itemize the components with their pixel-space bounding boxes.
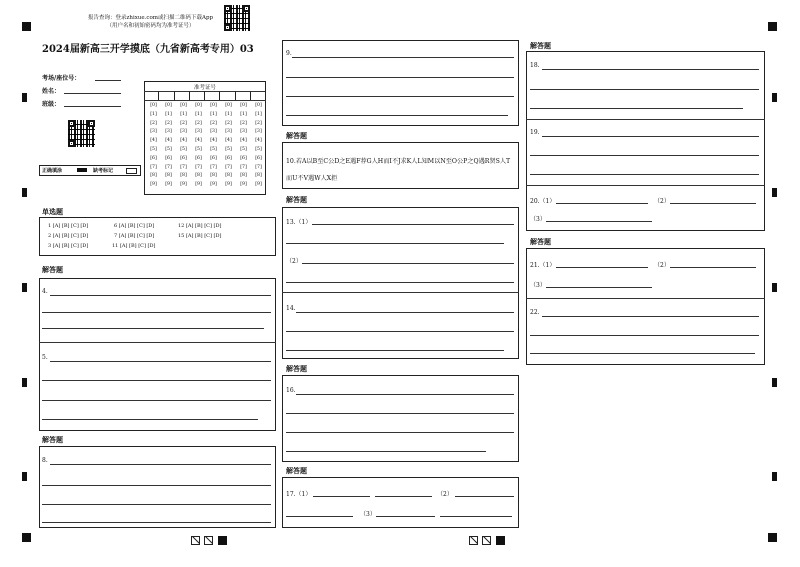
answer-line[interactable] [530,89,759,90]
exam-id-bubble[interactable]: [4] [150,138,157,144]
box-divider [282,292,519,293]
exam-id-bubble[interactable]: [8] [240,173,247,179]
exam-id-bubble[interactable]: [1] [210,111,217,117]
page-marker [218,536,227,545]
answer-line[interactable] [286,413,514,414]
exam-id-bubble[interactable]: [6] [165,155,172,161]
answer-line[interactable] [286,516,353,517]
notice-line-2: （用户名和初始密码均为准考证号） [106,23,195,29]
exam-id-bubble[interactable]: [5] [240,146,247,152]
mcq-row[interactable]: 2 [A] [B] [C] [D] [48,233,89,239]
exam-id-title: 准考证号 [193,85,216,91]
exam-id-bubble[interactable]: [9] [240,182,247,188]
exam-id-bubble[interactable]: [2] [225,120,232,126]
answer-box-q16 [282,375,519,462]
exam-id-bubble[interactable]: [9] [165,182,172,188]
exam-id-digit-column [206,102,221,190]
mcq-row[interactable]: 11 [A] [B] [C] [D] [112,243,156,249]
exam-id-bubble[interactable]: [7] [225,164,232,170]
answer-line[interactable] [556,203,648,204]
exam-id-bubble[interactable]: [8] [255,173,262,179]
q21-part3: （3） [530,282,546,289]
q5-number: 5. [42,354,48,361]
mcq-row[interactable]: 15 [A] [B] [C] [D] [178,233,222,239]
answer-line[interactable] [302,263,514,264]
q14-number: 14. [286,305,296,312]
answer-line[interactable] [42,485,271,486]
exam-id-entry-cell[interactable] [220,91,235,100]
exam-id-bubble[interactable]: [4] [180,138,187,144]
answer-line[interactable] [286,331,514,332]
room-seat-label: 考场/座位号： [42,75,81,82]
answer-line[interactable] [42,504,271,505]
answer-box-q13-q14 [282,207,519,359]
exam-id-bubble[interactable]: [0] [255,103,262,108]
answer-section-title: 解答题 [286,131,307,140]
answer-section-title: 解答题 [530,237,551,246]
exam-id-bubble[interactable]: [0] [225,103,232,108]
answer-line[interactable] [530,353,755,354]
box-divider [526,185,765,186]
exam-id-bubble[interactable]: [7] [210,164,217,170]
mcq-section-title: 单选题 [42,207,63,216]
exam-id-bubble[interactable]: [1] [240,111,247,117]
name-field[interactable] [64,93,121,94]
box-divider [39,342,276,343]
answer-box-q9 [282,40,519,126]
exam-id-bubble[interactable]: [9] [180,182,187,188]
answer-line[interactable] [286,282,514,283]
q22-number: 22. [530,309,540,316]
answer-line[interactable] [440,516,512,517]
answer-line[interactable] [670,203,756,204]
answer-line[interactable] [546,221,652,222]
answer-line[interactable] [375,496,432,497]
exam-id-bubble[interactable]: [5] [255,146,262,152]
exam-id-bubble[interactable]: [3] [195,129,202,135]
answer-section-title: 解答题 [286,466,307,475]
exam-id-digit-column [221,102,236,190]
q16-number: 16. [286,387,296,394]
filled-bubble-sample [77,168,87,172]
exam-id-entry-cell[interactable] [144,91,159,100]
q17-part2: （2） [437,491,453,498]
box-divider [526,298,765,299]
exam-id-bubble[interactable]: [3] [180,129,187,135]
exam-id-bubble[interactable]: [4] [255,138,262,144]
q10-text: 10.若A以B至C公D之E遇F荐G人H而I不J求K人L知M以N至O公P之Q遇R贤S人T而U不V遇W人X拒 [286,158,511,182]
answer-line[interactable] [312,224,514,225]
answer-line[interactable] [296,394,514,395]
timing-mark [22,378,27,387]
exam-id-bubble[interactable]: [0] [210,103,217,108]
q8-number: 8. [42,457,48,464]
timing-mark [22,188,27,197]
exam-id-digit-column [251,102,266,190]
exam-id-bubble[interactable]: [8] [165,173,172,179]
exam-id-bubble[interactable]: [8] [150,173,157,179]
answer-box-q18-q20 [526,51,765,231]
exam-id-bubble[interactable]: [3] [225,129,232,135]
exam-id-bubble[interactable]: [6] [150,155,157,161]
answer-line[interactable] [376,516,435,517]
answer-line[interactable] [286,77,514,78]
answer-line[interactable] [546,287,652,288]
exam-id-bubble[interactable]: [4] [165,138,172,144]
exam-id-bubble[interactable]: [7] [240,164,247,170]
exam-id-entry-cell[interactable] [175,91,190,100]
exam-id-bubble[interactable]: [9] [150,182,157,188]
exam-id-bubble[interactable]: [6] [225,155,232,161]
answer-line[interactable] [42,380,271,381]
exam-id-bubble[interactable]: [2] [180,120,187,126]
exam-id-bubble[interactable]: [9] [195,182,202,188]
page-marker [496,536,505,545]
exam-id-bubble[interactable]: [7] [180,164,187,170]
exam-id-bubble[interactable]: [8] [195,173,202,179]
exam-id-bubble[interactable]: [7] [150,164,157,170]
qr-code-icon [224,5,250,31]
q9-number: 9. [286,50,292,57]
exam-id-bubble[interactable]: [5] [225,146,232,152]
legend-missing-label: 缺考标记 [93,168,114,174]
exam-id-digit-column [161,102,176,190]
answer-line[interactable] [50,295,271,296]
answer-line[interactable] [542,136,759,137]
exam-id-bubble[interactable]: [1] [180,111,187,117]
answer-line[interactable] [313,496,370,497]
exam-id-bubble[interactable]: [6] [255,155,262,161]
exam-id-bubble[interactable]: [3] [210,129,217,135]
answer-line[interactable] [42,328,264,329]
answer-line[interactable] [530,108,743,109]
answer-line[interactable] [556,267,648,268]
answer-line[interactable] [42,400,271,401]
answer-line[interactable] [50,361,271,362]
answer-section-title: 解答题 [530,41,551,50]
q20-part2: （2） [654,198,670,205]
corner-mark [768,533,777,542]
answer-line[interactable] [286,115,508,116]
exam-id-bubble[interactable]: [1] [165,111,172,117]
exam-id-bubble[interactable]: [4] [240,138,247,144]
answer-section-title: 解答题 [286,364,307,373]
timing-mark [22,93,27,102]
answer-line[interactable] [296,312,514,313]
missing-mark-box[interactable] [126,168,137,174]
exam-id-digit-column [236,102,251,190]
answer-line[interactable] [286,451,486,452]
exam-id-bubble[interactable]: [5] [210,146,217,152]
exam-id-bubble[interactable]: [0] [195,103,202,108]
exam-id-bubble[interactable]: [4] [225,138,232,144]
answer-line[interactable] [530,155,759,156]
answer-line[interactable] [50,464,271,465]
exam-id-bubble[interactable]: [8] [225,173,232,179]
exam-id-bubble[interactable]: [0] [150,103,157,108]
exam-id-bubble[interactable]: [4] [210,138,217,144]
exam-id-bubble[interactable]: [7] [255,164,262,170]
answer-line[interactable] [286,243,504,244]
exam-id-bubble[interactable]: [3] [255,129,262,135]
answer-line[interactable] [530,335,759,336]
exam-id-bubble[interactable]: [3] [165,129,172,135]
q17-part3: （3） [360,511,376,518]
answer-box-q4-q5 [39,278,276,431]
class-field[interactable] [64,106,121,107]
exam-id-bubble[interactable]: [6] [240,155,247,161]
answer-line[interactable] [542,69,759,70]
exam-id-bubble[interactable]: [1] [195,111,202,117]
exam-id-entry-cell[interactable] [236,91,251,100]
exam-id-bubble[interactable]: [4] [195,138,202,144]
exam-id-bubble[interactable]: [9] [210,182,217,188]
q20-part3: （3） [530,216,546,223]
exam-id-bubble[interactable]: [0] [165,103,172,108]
page-marker-icon [482,536,491,545]
corner-mark [22,533,31,542]
answer-box-q8 [39,446,276,528]
answer-section-title: 解答题 [286,195,307,204]
answer-box-q17 [282,477,519,528]
exam-id-entry-cell[interactable] [159,91,174,100]
timing-mark [772,93,777,102]
q19-number: 19. [530,129,540,136]
legend-correct-label: 正确填涂 [42,168,63,174]
answer-line[interactable] [530,174,759,175]
exam-id-bubble[interactable]: [8] [180,173,187,179]
page-marker-icon [191,536,200,545]
exam-id-bubble[interactable]: [5] [195,146,202,152]
exam-id-bubble[interactable]: [5] [180,146,187,152]
q4-number: 4. [42,288,48,295]
q13-number: 13.（1） [286,219,312,226]
exam-id-entry-cell[interactable] [251,91,266,100]
page-marker-icon [204,536,213,545]
answer-line[interactable] [455,496,514,497]
class-label: 班级： [42,101,61,108]
exam-id-bubble[interactable]: [2] [195,120,202,126]
answer-box-q21-q22 [526,248,765,365]
corner-mark [22,22,31,31]
timing-mark [22,472,27,481]
exam-id-bubble[interactable]: [1] [255,111,262,117]
q20-number: 20.（1） [530,198,556,205]
answer-line[interactable] [292,57,514,58]
room-seat-field[interactable] [95,80,121,81]
answer-line[interactable] [42,522,271,523]
answer-section-title: 解答题 [42,265,63,274]
exam-id-entry-cell[interactable] [190,91,205,100]
answer-line[interactable] [42,312,271,313]
answer-line[interactable] [286,96,514,97]
exam-id-bubble[interactable]: [1] [150,111,157,117]
exam-id-bubble[interactable]: [5] [165,146,172,152]
answer-line[interactable] [286,350,504,351]
exam-id-bubble[interactable]: [7] [165,164,172,170]
exam-id-bubble[interactable]: [2] [255,120,262,126]
q18-number: 18. [530,62,540,69]
exam-id-bubble[interactable]: [3] [240,129,247,135]
exam-id-bubble[interactable]: [6] [195,155,202,161]
student-qr-icon [68,120,95,147]
page-title: 2024届新高三开学摸底（九省新高考专用）03 [42,44,254,55]
answer-line[interactable] [42,419,258,420]
answer-line[interactable] [286,432,514,433]
page-marker-icon [469,536,478,545]
exam-id-digit-column [176,102,191,190]
exam-id-bubble[interactable]: [6] [210,155,217,161]
q17-number: 17.（1） [286,491,312,498]
exam-id-bubble[interactable]: [1] [225,111,232,117]
mcq-row[interactable]: 7 [A] [B] [C] [D] [114,233,155,239]
exam-id-bubble[interactable]: [0] [180,103,187,108]
exam-id-bubble[interactable]: [9] [255,182,262,188]
exam-id-bubble[interactable]: [8] [210,173,217,179]
answer-line[interactable] [542,316,759,317]
exam-id-bubble[interactable]: [2] [150,120,157,126]
exam-id-bubble[interactable]: [6] [180,155,187,161]
timing-mark [772,283,777,292]
timing-mark [772,472,777,481]
exam-id-digit-column [191,102,206,190]
exam-id-divider [144,100,266,101]
mcq-row[interactable]: 6 [A] [B] [C] [D] [114,223,155,229]
mcq-row[interactable]: 3 [A] [B] [C] [D] [48,243,89,249]
q21-part2: （2） [654,262,670,269]
answer-section-title: 解答题 [42,435,63,444]
exam-id-bubble[interactable]: [5] [150,146,157,152]
timing-mark [772,188,777,197]
exam-id-entry-cell[interactable] [205,91,220,100]
name-label: 姓名： [42,88,61,95]
timing-mark [772,378,777,387]
box-divider [526,119,765,120]
exam-id-bubble[interactable]: [0] [240,103,247,108]
answer-line[interactable] [670,267,756,268]
notice-line-1: 报告查询：登录zhixue.com或扫描二维码下载App [88,15,213,21]
corner-mark [768,22,777,31]
mcq-row[interactable]: 12 [A] [B] [C] [D] [178,223,222,229]
exam-id-bubble[interactable]: [9] [225,182,232,188]
exam-id-bubble[interactable]: [2] [165,120,172,126]
exam-id-bubble[interactable]: [7] [195,164,202,170]
q13-part2: （2） [286,258,302,265]
exam-id-digit-column [146,102,161,190]
q21-number: 21.（1） [530,262,556,269]
timing-mark [22,283,27,292]
mcq-row[interactable]: 1 [A] [B] [C] [D] [48,223,89,229]
exam-id-bubble[interactable]: [3] [150,129,157,135]
exam-id-bubble[interactable]: [2] [240,120,247,126]
exam-id-bubble[interactable]: [2] [210,120,217,126]
